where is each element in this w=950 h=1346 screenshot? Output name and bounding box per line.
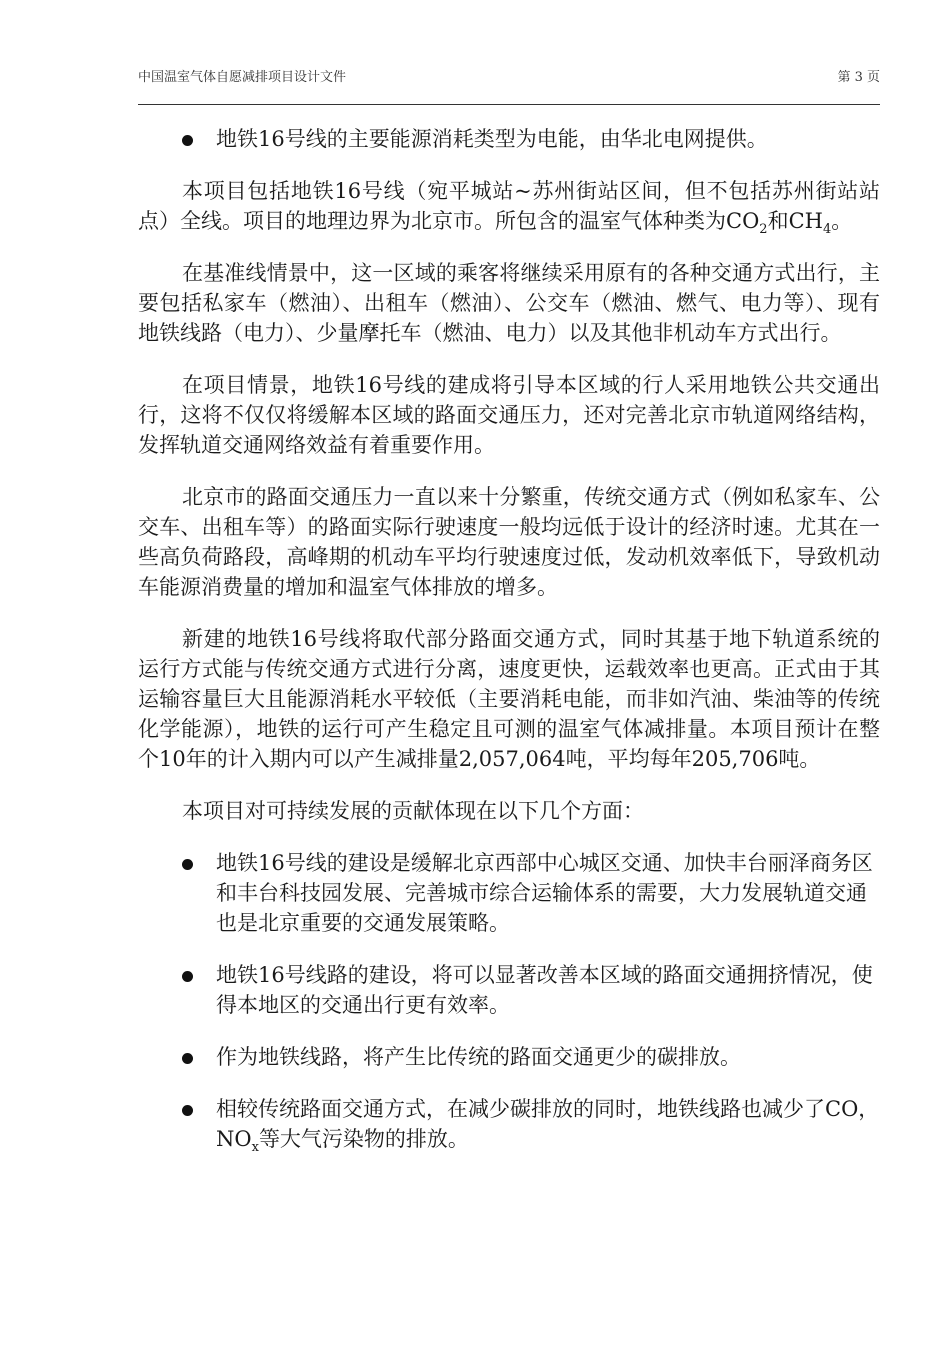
bullet-dot-icon (182, 1053, 193, 1064)
bullet-text: 作为地铁线路，将产生比传统的路面交通更少的碳排放。 (216, 1045, 741, 1069)
bullet-dot-icon (182, 971, 193, 982)
paragraph-emission-reduction: 新建的地铁16号线将取代部分路面交通方式，同时其基于地下轨道系统的运行方式能与传统交通方式进行分离，速度更快，运载效率也更高。正式由于其运输容量巨大且能源消耗水平较低（主要消耗电能，而非如汽油、柴油等的传统化学能源），地铁的运行可产生稳定且可测的温室气体减排量。本项目预计在整个10年的计入期内可以产生减排量2,057,064吨，平均每年205,706吨。 (138, 627, 880, 771)
paragraph-sustainability-intro: 本项目对可持续发展的贡献体现在以下几个方面： (182, 799, 644, 823)
bullet-sustainability-4 (138, 1094, 880, 1154)
bullet-sustainability-3 (138, 1042, 880, 1072)
bullet-text: 地铁16号线的建设是缓解北京西部中心城区交通、加快丰台丽泽商务区和丰台科技园发展、完善城市综合运输体系的需要，大力发展轨道交通也是北京重要的交通发展策略。 (216, 851, 873, 935)
document-body (138, 124, 880, 1176)
bullet-sustainability-1 (138, 848, 880, 938)
paragraph-project-scope: 本项目包括地铁16号线（宛平城站~苏州街站区间，但不包括苏州街站站点）全线。项目的地理边界为北京市。所包含的温室气体种类为$CO_2$和$CH_4$。 (138, 179, 880, 238)
bullet-dot-icon (182, 859, 193, 870)
bullet-dot-icon (182, 1105, 193, 1116)
document-title: 中国温室气体自愿减排项目设计文件 (138, 70, 347, 85)
bullet-sustainability-2 (138, 960, 880, 1020)
page-number: 第 3 页 (837, 70, 880, 85)
bullet-dot-icon (182, 135, 193, 146)
paragraph-traffic-pressure: 北京市的路面交通压力一直以来十分繁重，传统交通方式（例如私家车、公交车、出租车等）的路面实际行驶速度一般均远低于设计的经济时速。尤其在一些高负荷路段，高峰期的机动车平均行驶速度过低，发动机效率低下，导致机动车能源消费量的增加和温室气体排放的增多。 (138, 485, 880, 599)
bullet-energy-type (138, 124, 880, 154)
header-divider (138, 104, 880, 105)
page-header (138, 66, 880, 88)
paragraph-baseline-scenario: 在基准线情景中，这一区域的乘客将继续采用原有的各种交通方式出行，主要包括私家车（燃油）、出租车（燃油）、公交车（燃油、燃气、电力等）、现有地铁线路（电力）、少量摩托车（燃油、电力）以及其他非机动车方式出行。 (138, 261, 880, 345)
bullet-text: 相较传统路面交通方式，在减少碳排放的同时，地铁线路也减少了CO，$NO_x$等大气污染物的排放。 (216, 1097, 880, 1156)
bullet-text: 地铁16号线路的建设，将可以显著改善本区域的路面交通拥挤情况，使得本地区的交通出行更有效率。 (216, 963, 873, 1017)
bullet-text: 地铁16号线的主要能源消耗类型为电能，由华北电网提供。 (216, 127, 768, 151)
paragraph-project-scenario: 在项目情景，地铁16号线的建成将引导本区域的行人采用地铁公共交通出行，这将不仅仅将缓解本区域的路面交通压力，还对完善北京市轨道网络结构，发挥轨道交通网络效益有着重要作用。 (138, 373, 880, 457)
